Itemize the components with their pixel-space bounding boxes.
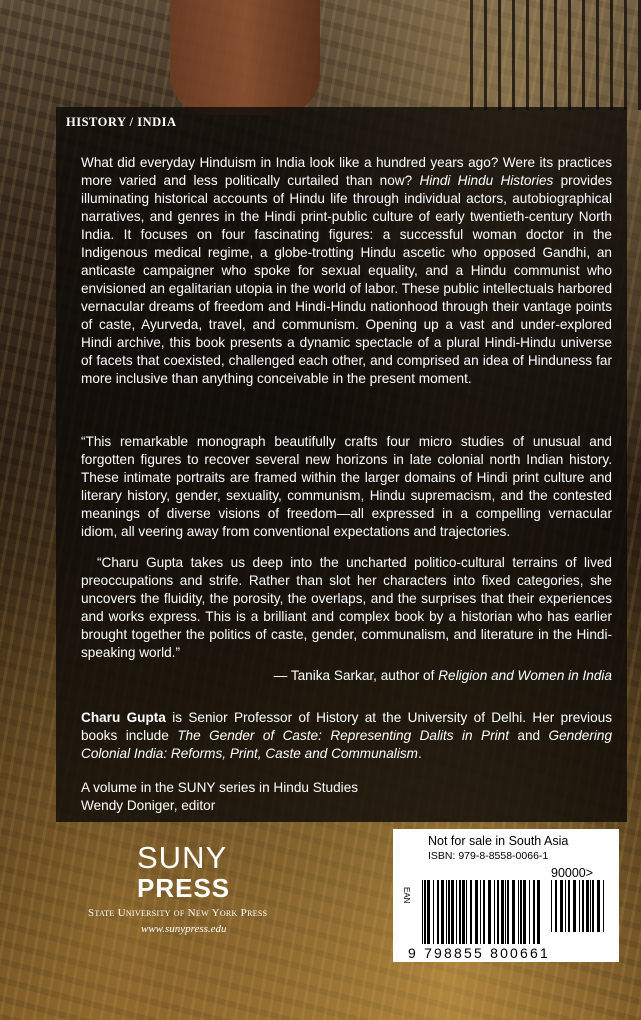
- bio-text-1: is Senior Professor of History at the University of Delhi. Her previous books include: [81, 710, 612, 743]
- publisher-url: www.sunypress.edu: [141, 923, 227, 935]
- barcode-digits: 9 798855 800661: [408, 945, 550, 961]
- series-editor: Wendy Doniger, editor: [81, 798, 216, 813]
- bio-text-2: and: [508, 728, 549, 743]
- series-line: A volume in the SUNY series in Hindu Studies: [81, 780, 359, 795]
- ean-label: EAN: [402, 887, 411, 904]
- category-label: HISTORY / INDIA: [66, 115, 177, 129]
- series-info: [81, 779, 612, 815]
- cover-photo-figure: [170, 0, 320, 115]
- sale-restriction-note: Not for sale in South Asia: [428, 834, 569, 848]
- price-code: 90000>: [551, 866, 594, 880]
- suny-press-logo: [137, 842, 230, 902]
- book-title: Hindi Hindu Histories: [419, 173, 554, 188]
- description-text-2: provides illuminating historical accounts of Hindu life through individual actors, autobiographical narratives, and genres in the Hindi print-public culture of early twentieth-century North India. It focuses on four fascinating figures: a successful woman doctor in the Indigenous medical regime, a globe-trotting Hindu ascetic who opposed Gandhi, an anticaste campaigner who spoke for sexual equality, and a Hindu communist who envisioned an egalitarian utopia in the world of labor. These public intellectuals harbored vernacular dreams of freedom and Hindi-Hindu nationhood through their vantage points of caste, Ayurveda, travel, and communism. Opening up a vast and under-explored Hindi archive, this book presents a dynamic spectacle of a plural Hindi-Hindu universe of facets that coexisted, challenged each other, and comprised an idea of Hinduness far more inclusive than anything conceivable in the present moment.: [81, 173, 612, 386]
- cover-photo-railing: [470, 0, 641, 110]
- previous-book-2: Gendering Colonial India: Reforms, Print, Caste and Communalism: [81, 728, 613, 761]
- isbn-label: ISBN: 979-8-8558-0066-1: [428, 850, 549, 862]
- publisher-name: State University of New York Press: [88, 907, 268, 919]
- addon-barcode-image: [551, 880, 607, 932]
- logo-suny: SUNY: [137, 840, 228, 875]
- previous-book-1: The Gender of Caste: Representing Dalits in Print: [177, 728, 509, 743]
- endorsement-quote-2: “Charu Gupta takes us deep into the uncharted politico-cultural terrains of lived preoccupations and strife. Rather than slot her characters into fixed categories, she uncovers the fluidity, the porosity, the overlaps, and the surprises that their experiences and works express. This is a brilliant and complex book by a historian who has earlier brought together the politics of caste, gender, communalism, and literature in the Hindi-speaking world.”: [81, 555, 612, 660]
- bio-text-3: .: [417, 746, 422, 761]
- barcode-image: [422, 880, 540, 944]
- description-text-1: What did everyday Hinduism in India look like a hundred years ago? Were its practices more varied and less politically curtailed than now?: [81, 155, 612, 188]
- attribution-prefix: — Tanika Sarkar, author of: [273, 668, 439, 683]
- author-name: Charu Gupta: [81, 710, 166, 725]
- logo-press: PRESS: [137, 873, 231, 903]
- endorsement-quote-1: “This remarkable monograph beautifully crafts four micro studies of unusual and forgotten figures to recover several new horizons in late colonial north Indian history. These intimate portraits are framed within the larger domains of Hindi print culture and literary history, gender, sexuality, communism, Hindu supremacism, and the contested meanings of diverse visions of freedom—all expressed in a compelling vernacular idiom, all veering away from conventional expectations and trajectories.: [81, 434, 612, 539]
- attribution-work: Religion and Women in India: [438, 668, 612, 683]
- book-description: [81, 154, 612, 388]
- author-bio: [81, 709, 612, 763]
- endorsement-attribution: [81, 667, 612, 685]
